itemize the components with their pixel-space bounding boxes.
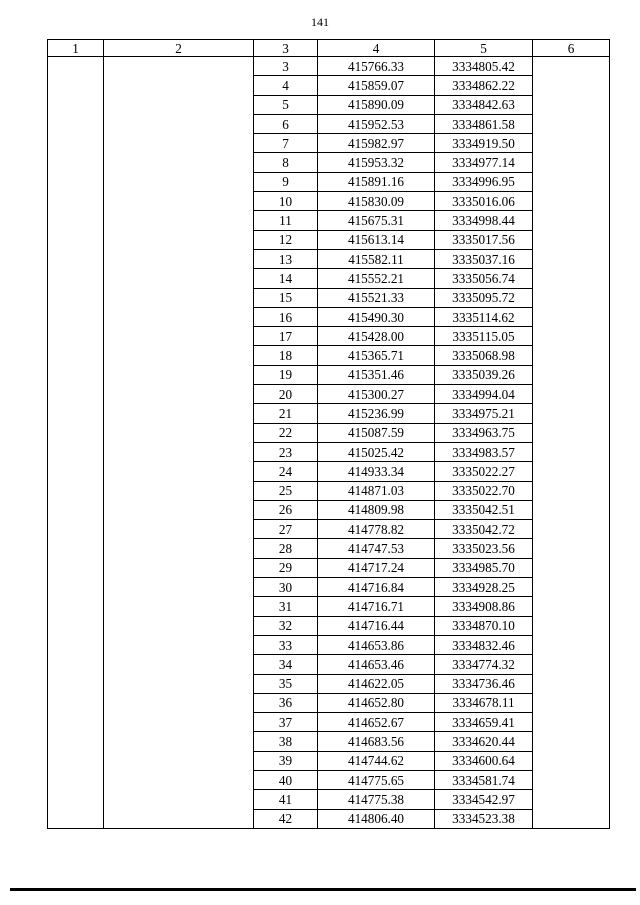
point-number-cell: 27	[254, 520, 318, 539]
x-coordinate-cell: 414747.53	[318, 539, 435, 558]
x-coordinate-cell: 415953.32	[318, 153, 435, 172]
point-number-cell: 42	[254, 809, 318, 828]
point-number-cell: 28	[254, 539, 318, 558]
x-coordinate-cell: 414652.67	[318, 713, 435, 732]
column-header: 1	[48, 40, 104, 57]
point-number-cell: 14	[254, 269, 318, 288]
y-coordinate-cell: 3334928.25	[435, 578, 533, 597]
y-coordinate-cell: 3335042.72	[435, 520, 533, 539]
point-number-cell: 3	[254, 57, 318, 76]
point-number-cell: 32	[254, 616, 318, 635]
y-coordinate-cell: 3334736.46	[435, 674, 533, 693]
y-coordinate-cell: 3334581.74	[435, 770, 533, 789]
point-number-cell: 8	[254, 153, 318, 172]
y-coordinate-cell: 3334523.38	[435, 809, 533, 828]
x-coordinate-cell: 414683.56	[318, 732, 435, 751]
column-1-cell	[48, 57, 104, 829]
y-coordinate-cell: 3335056.74	[435, 269, 533, 288]
y-coordinate-cell: 3334963.75	[435, 423, 533, 442]
y-coordinate-cell: 3334842.63	[435, 95, 533, 114]
x-coordinate-cell: 415891.16	[318, 172, 435, 191]
point-number-cell: 39	[254, 751, 318, 770]
x-coordinate-cell: 414652.80	[318, 693, 435, 712]
point-number-cell: 21	[254, 404, 318, 423]
y-coordinate-cell: 3334985.70	[435, 558, 533, 577]
y-coordinate-cell: 3334908.86	[435, 597, 533, 616]
x-coordinate-cell: 415521.33	[318, 288, 435, 307]
point-number-cell: 4	[254, 76, 318, 95]
y-coordinate-cell: 3334996.95	[435, 172, 533, 191]
point-number-cell: 22	[254, 423, 318, 442]
y-coordinate-cell: 3335017.56	[435, 230, 533, 249]
x-coordinate-cell: 415890.09	[318, 95, 435, 114]
point-number-cell: 37	[254, 713, 318, 732]
x-coordinate-cell: 415025.42	[318, 442, 435, 461]
x-coordinate-cell: 415952.53	[318, 114, 435, 133]
column-6-cell	[533, 57, 610, 829]
point-number-cell: 31	[254, 597, 318, 616]
x-coordinate-cell: 415236.99	[318, 404, 435, 423]
y-coordinate-cell: 3334977.14	[435, 153, 533, 172]
x-coordinate-cell: 414744.62	[318, 751, 435, 770]
y-coordinate-cell: 3334774.32	[435, 655, 533, 674]
x-coordinate-cell: 414809.98	[318, 500, 435, 519]
point-number-cell: 7	[254, 134, 318, 153]
column-header: 4	[318, 40, 435, 57]
y-coordinate-cell: 3334862.22	[435, 76, 533, 95]
table-header-row	[48, 40, 610, 57]
point-number-cell: 25	[254, 481, 318, 500]
x-coordinate-cell: 415675.31	[318, 211, 435, 230]
point-number-cell: 36	[254, 693, 318, 712]
x-coordinate-cell: 415300.27	[318, 385, 435, 404]
x-coordinate-cell: 415428.00	[318, 327, 435, 346]
point-number-cell: 24	[254, 462, 318, 481]
y-coordinate-cell: 3335095.72	[435, 288, 533, 307]
y-coordinate-cell: 3335042.51	[435, 500, 533, 519]
point-number-cell: 35	[254, 674, 318, 693]
table-body	[48, 57, 610, 829]
page-number: 141	[311, 15, 329, 29]
point-number-cell: 9	[254, 172, 318, 191]
point-number-cell: 13	[254, 249, 318, 268]
y-coordinate-cell: 3334620.44	[435, 732, 533, 751]
point-number-cell: 16	[254, 307, 318, 326]
x-coordinate-cell: 415982.97	[318, 134, 435, 153]
x-coordinate-cell: 414871.03	[318, 481, 435, 500]
y-coordinate-cell: 3334861.58	[435, 114, 533, 133]
y-coordinate-cell: 3335016.06	[435, 192, 533, 211]
x-coordinate-cell: 414622.05	[318, 674, 435, 693]
x-coordinate-cell: 414775.65	[318, 770, 435, 789]
column-header: 5	[435, 40, 533, 57]
point-number-cell: 30	[254, 578, 318, 597]
point-number-cell: 19	[254, 365, 318, 384]
table-row	[48, 57, 610, 76]
x-coordinate-cell: 415365.71	[318, 346, 435, 365]
y-coordinate-cell: 3335023.56	[435, 539, 533, 558]
point-number-cell: 34	[254, 655, 318, 674]
point-number-cell: 15	[254, 288, 318, 307]
point-number-cell: 12	[254, 230, 318, 249]
bottom-rule	[10, 888, 636, 891]
y-coordinate-cell: 3335037.16	[435, 249, 533, 268]
column-2-cell	[104, 57, 254, 829]
x-coordinate-cell: 414806.40	[318, 809, 435, 828]
y-coordinate-cell: 3335022.27	[435, 462, 533, 481]
x-coordinate-cell: 414933.34	[318, 462, 435, 481]
y-coordinate-cell: 3334870.10	[435, 616, 533, 635]
x-coordinate-cell: 415766.33	[318, 57, 435, 76]
point-number-cell: 29	[254, 558, 318, 577]
x-coordinate-cell: 415351.46	[318, 365, 435, 384]
y-coordinate-cell: 3334832.46	[435, 635, 533, 654]
y-coordinate-cell: 3335114.62	[435, 307, 533, 326]
point-number-cell: 18	[254, 346, 318, 365]
x-coordinate-cell: 414716.44	[318, 616, 435, 635]
point-number-cell: 10	[254, 192, 318, 211]
y-coordinate-cell: 3334659.41	[435, 713, 533, 732]
x-coordinate-cell: 415830.09	[318, 192, 435, 211]
coordinates-table	[47, 39, 610, 829]
point-number-cell: 41	[254, 790, 318, 809]
y-coordinate-cell: 3334542.97	[435, 790, 533, 809]
x-coordinate-cell: 414717.24	[318, 558, 435, 577]
x-coordinate-cell: 414775.38	[318, 790, 435, 809]
y-coordinate-cell: 3335022.70	[435, 481, 533, 500]
y-coordinate-cell: 3335115.05	[435, 327, 533, 346]
point-number-cell: 26	[254, 500, 318, 519]
y-coordinate-cell: 3334998.44	[435, 211, 533, 230]
y-coordinate-cell: 3334805.42	[435, 57, 533, 76]
y-coordinate-cell: 3334919.50	[435, 134, 533, 153]
x-coordinate-cell: 415613.14	[318, 230, 435, 249]
x-coordinate-cell: 414716.71	[318, 597, 435, 616]
point-number-cell: 6	[254, 114, 318, 133]
x-coordinate-cell: 414653.46	[318, 655, 435, 674]
x-coordinate-cell: 415490.30	[318, 307, 435, 326]
point-number-cell: 17	[254, 327, 318, 346]
y-coordinate-cell: 3334983.57	[435, 442, 533, 461]
x-coordinate-cell: 415582.11	[318, 249, 435, 268]
y-coordinate-cell: 3335039.26	[435, 365, 533, 384]
point-number-cell: 38	[254, 732, 318, 751]
point-number-cell: 5	[254, 95, 318, 114]
x-coordinate-cell: 415859.07	[318, 76, 435, 95]
x-coordinate-cell: 414778.82	[318, 520, 435, 539]
y-coordinate-cell: 3334975.21	[435, 404, 533, 423]
column-header: 6	[533, 40, 610, 57]
column-header: 2	[104, 40, 254, 57]
column-header: 3	[254, 40, 318, 57]
y-coordinate-cell: 3335068.98	[435, 346, 533, 365]
y-coordinate-cell: 3334678.11	[435, 693, 533, 712]
point-number-cell: 20	[254, 385, 318, 404]
point-number-cell: 33	[254, 635, 318, 654]
y-coordinate-cell: 3334600.64	[435, 751, 533, 770]
y-coordinate-cell: 3334994.04	[435, 385, 533, 404]
x-coordinate-cell: 414653.86	[318, 635, 435, 654]
x-coordinate-cell: 415552.21	[318, 269, 435, 288]
x-coordinate-cell: 414716.84	[318, 578, 435, 597]
point-number-cell: 23	[254, 442, 318, 461]
point-number-cell: 40	[254, 770, 318, 789]
x-coordinate-cell: 415087.59	[318, 423, 435, 442]
point-number-cell: 11	[254, 211, 318, 230]
